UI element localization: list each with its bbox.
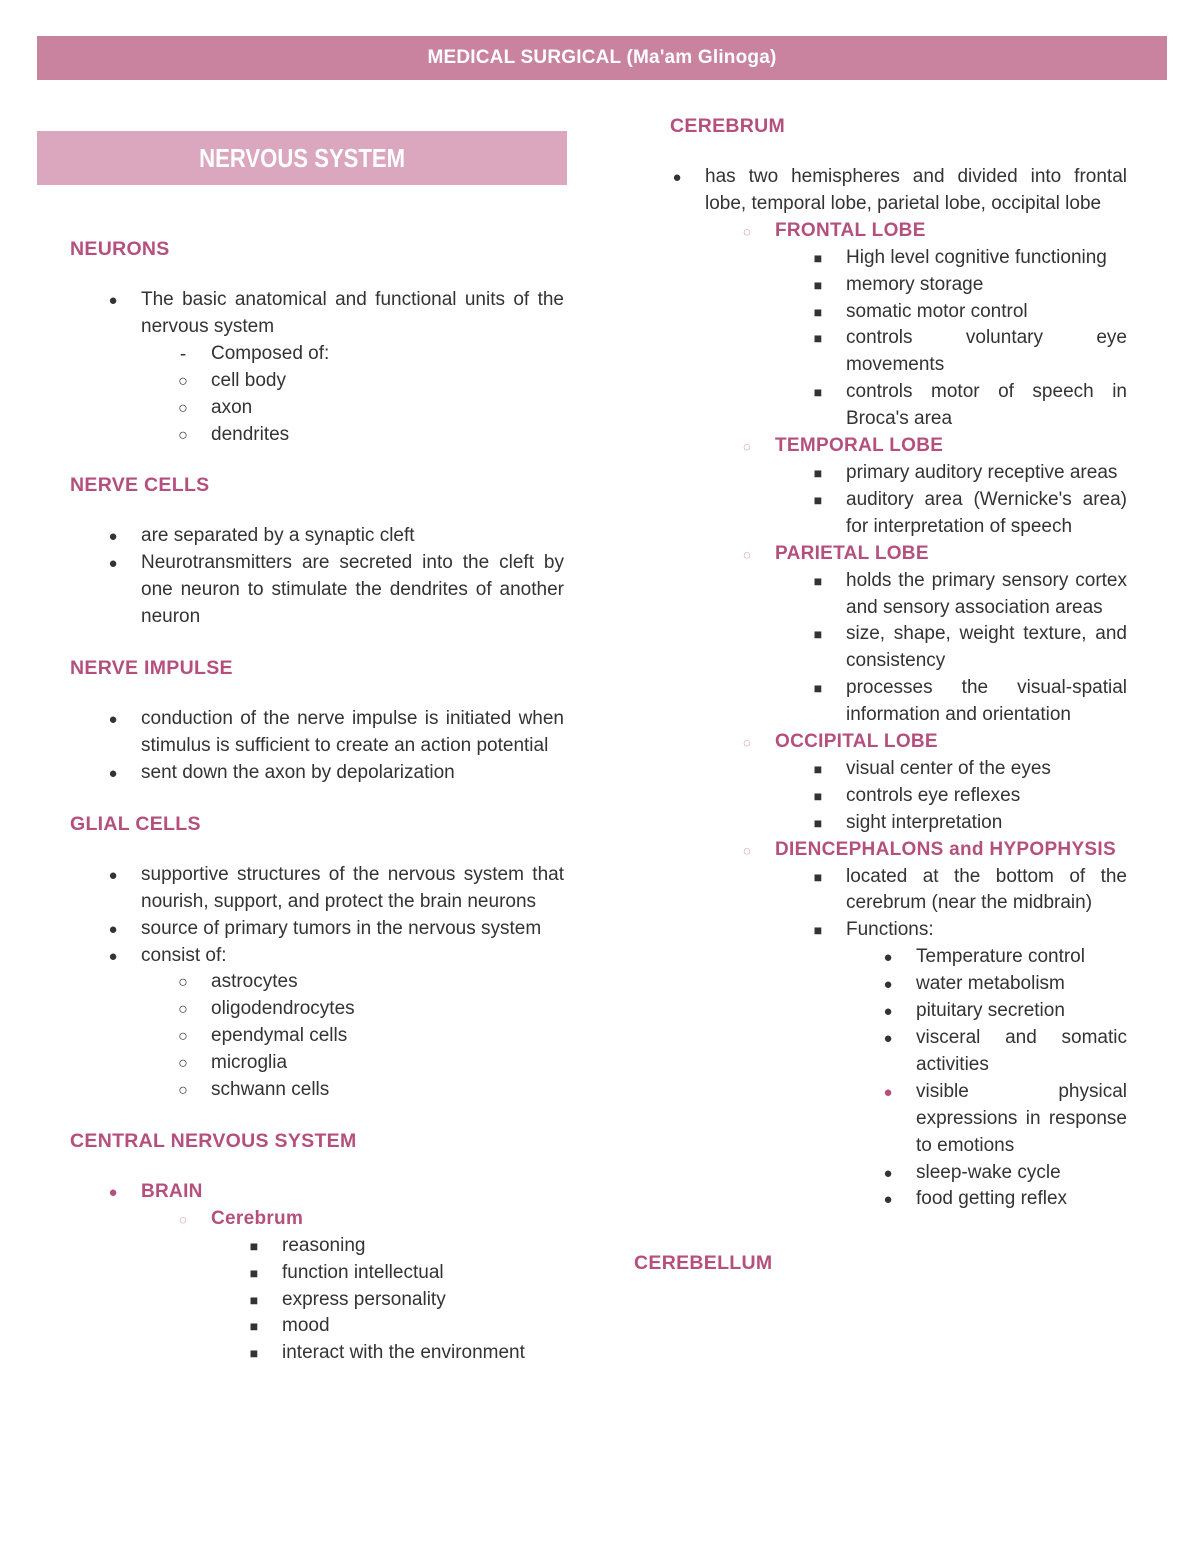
list-item: ■ controls eye reflexes bbox=[634, 783, 1127, 810]
square-bullet-icon: ■ bbox=[813, 680, 823, 697]
header-title: MEDICAL SURGICAL (Ma'am Glinoga) bbox=[427, 47, 777, 68]
square-bullet-icon: ■ bbox=[813, 303, 823, 320]
square-bullet-icon: ■ bbox=[249, 1318, 259, 1335]
list-item: ● source of primary tumors in the nervous system bbox=[70, 916, 564, 943]
square-bullet-icon: ■ bbox=[813, 868, 823, 885]
circle-bullet-icon: ○ bbox=[178, 1001, 188, 1019]
circle-bullet-icon: ○ bbox=[178, 974, 188, 992]
square-bullet-icon: ■ bbox=[813, 464, 823, 481]
bullet-icon: ● bbox=[883, 1083, 893, 1101]
glial-cells-heading: GLIAL CELLS bbox=[70, 812, 201, 835]
left-column bbox=[70, 236, 564, 1367]
list-item: ● consist of: bbox=[70, 943, 564, 970]
header-banner bbox=[37, 36, 1167, 80]
bullet-icon: ● bbox=[108, 711, 118, 729]
bullet-icon: ● bbox=[883, 949, 893, 967]
list-item: ● has two hemispheres and divided into frontal lobe, temporal lobe, parietal lobe, occipital lobe bbox=[634, 164, 1127, 218]
list-item: ■ holds the primary sensory cortex and sensory association areas bbox=[634, 568, 1127, 622]
dotted-circle-icon: ◌ bbox=[743, 735, 751, 751]
dotted-circle-icon: ◌ bbox=[743, 546, 751, 562]
bullet-icon: ● bbox=[108, 947, 118, 965]
cerebrum-label: Cerebrum bbox=[211, 1207, 304, 1229]
list-item: ● sleep-wake cycle bbox=[634, 1160, 1127, 1187]
list-item: ■ High level cognitive functioning bbox=[634, 245, 1127, 272]
diencephalons-title: DIENCEPHALONS and HYPOPHYSIS bbox=[775, 838, 1116, 860]
nerve-impulse-heading: NERVE IMPULSE bbox=[70, 657, 233, 680]
list-item: ■ express personality bbox=[70, 1287, 564, 1314]
list-item bbox=[70, 1179, 564, 1206]
list-item: ○ astrocytes bbox=[70, 969, 564, 996]
square-bullet-icon: ■ bbox=[249, 1291, 259, 1308]
list-item: ○ oligodendrocytes bbox=[70, 996, 564, 1023]
list-item bbox=[634, 218, 1127, 245]
list-item bbox=[634, 729, 1127, 756]
neurons-heading: NEURONS bbox=[70, 238, 170, 260]
list-item: ● pituitary secretion bbox=[634, 998, 1127, 1025]
list-item: ■ function intellectual bbox=[70, 1260, 564, 1287]
list-item: - Composed of: bbox=[70, 341, 564, 368]
list-item: ● are separated by a synaptic cleft bbox=[70, 523, 564, 550]
list-item: ● Temperature control bbox=[634, 944, 1127, 971]
circle-bullet-icon: ○ bbox=[178, 1028, 188, 1046]
dotted-circle-icon: ◌ bbox=[743, 439, 751, 455]
list-item: ■ somatic motor control bbox=[634, 299, 1127, 326]
list-item: ■ processes the visual-spatial information and orientation bbox=[634, 675, 1127, 729]
bullet-icon: ● bbox=[108, 764, 118, 782]
list-item: ■ mood bbox=[70, 1313, 564, 1340]
circle-bullet-icon: ○ bbox=[178, 426, 188, 444]
bullet-icon: ● bbox=[108, 920, 118, 938]
nerve-cells-heading: NERVE CELLS bbox=[70, 474, 210, 497]
square-bullet-icon: ■ bbox=[813, 922, 823, 939]
list-item: ○ cell body bbox=[70, 368, 564, 395]
list-item: ● supportive structures of the nervous system that nourish, support, and protect the brain neurons bbox=[70, 862, 564, 916]
bullet-icon: ● bbox=[108, 292, 118, 309]
list-item: ○ dendrites bbox=[70, 422, 564, 449]
square-bullet-icon: ■ bbox=[813, 572, 823, 589]
bullet-icon: ● bbox=[672, 169, 682, 186]
square-bullet-icon: ■ bbox=[813, 276, 823, 293]
bullet-icon: ● bbox=[883, 1191, 893, 1209]
bullet-icon: ● bbox=[108, 528, 118, 546]
list-item: ● visible physical expressions in response to emotions bbox=[634, 1079, 1127, 1160]
list-item bbox=[634, 837, 1127, 864]
list-item: ○ schwann cells bbox=[70, 1077, 564, 1104]
list-item: ■ controls voluntary eye movements bbox=[634, 325, 1127, 379]
square-bullet-icon: ■ bbox=[249, 1237, 259, 1254]
list-item: ■ auditory area (Wernicke's area) for interpretation of speech bbox=[634, 487, 1127, 541]
right-column bbox=[634, 113, 1127, 1277]
list-item bbox=[634, 433, 1127, 460]
list-item: ● The basic anatomical and functional units of the nervous system bbox=[70, 287, 564, 341]
list-item: ○ microglia bbox=[70, 1050, 564, 1077]
list-item: ■ interact with the environment bbox=[70, 1340, 564, 1367]
section-title: NERVOUS SYSTEM bbox=[199, 142, 405, 173]
list-item: ● food getting reflex bbox=[634, 1186, 1127, 1213]
square-bullet-icon: ■ bbox=[813, 384, 823, 401]
list-item: ■ visual center of the eyes bbox=[634, 756, 1127, 783]
square-bullet-icon: ■ bbox=[813, 787, 823, 804]
square-bullet-icon: ■ bbox=[249, 1264, 259, 1281]
list-item: ● sent down the axon by depolarization bbox=[70, 760, 564, 787]
cerebrum-heading: CEREBRUM bbox=[670, 115, 786, 137]
dotted-circle-icon: ◌ bbox=[743, 842, 751, 858]
list-item: ● visceral and somatic activities bbox=[634, 1025, 1127, 1079]
brain-label: BRAIN bbox=[141, 1180, 203, 1202]
circle-bullet-icon: ○ bbox=[178, 1055, 188, 1073]
cns-heading: CENTRAL NERVOUS SYSTEM bbox=[70, 1129, 357, 1152]
list-item: ■ size, shape, weight texture, and consistency bbox=[634, 621, 1127, 675]
list-item: ■ sight interpretation bbox=[634, 810, 1127, 837]
square-bullet-icon: ■ bbox=[249, 1345, 259, 1362]
list-item: ● conduction of the nerve impulse is initiated when stimulus is sufficient to create an action potential bbox=[70, 706, 564, 760]
circle-bullet-icon: ○ bbox=[178, 372, 188, 390]
bullet-icon: ● bbox=[883, 976, 893, 994]
dotted-circle-icon: ◌ bbox=[743, 223, 751, 239]
circle-bullet-icon: ○ bbox=[178, 1082, 188, 1100]
list-item: ■ primary auditory receptive areas bbox=[634, 460, 1127, 487]
frontal-lobe-title: FRONTAL LOBE bbox=[775, 219, 926, 241]
square-bullet-icon: ■ bbox=[813, 760, 823, 777]
square-bullet-icon: ■ bbox=[813, 626, 823, 643]
list-item: ■ reasoning bbox=[70, 1233, 564, 1260]
list-item bbox=[70, 1206, 564, 1233]
list-item: ■ located at the bottom of the cerebrum (near the midbrain) bbox=[634, 864, 1127, 918]
section-banner bbox=[37, 131, 567, 185]
bullet-icon: ● bbox=[108, 555, 118, 573]
bullet-icon: ● bbox=[883, 1164, 893, 1182]
bullet-icon: ● bbox=[108, 1183, 118, 1201]
square-bullet-icon: ■ bbox=[813, 249, 823, 266]
list-item: ■ Functions: bbox=[634, 917, 1127, 944]
circle-bullet-icon: ○ bbox=[178, 399, 188, 417]
occipital-lobe-title: OCCIPITAL LOBE bbox=[775, 731, 938, 753]
bullet-icon: ● bbox=[883, 1030, 893, 1047]
square-bullet-icon: ■ bbox=[813, 491, 823, 508]
list-item: ○ axon bbox=[70, 395, 564, 422]
square-bullet-icon: ■ bbox=[813, 330, 823, 347]
temporal-lobe-title: TEMPORAL LOBE bbox=[775, 435, 944, 457]
list-item bbox=[634, 541, 1127, 568]
parietal-lobe-title: PARIETAL LOBE bbox=[775, 542, 929, 564]
dotted-circle-icon: ◌ bbox=[179, 1211, 187, 1227]
list-item: ○ ependymal cells bbox=[70, 1023, 564, 1050]
square-bullet-icon: ■ bbox=[813, 814, 823, 831]
list-item: ● water metabolism bbox=[634, 971, 1127, 998]
bullet-icon: ● bbox=[883, 1003, 893, 1021]
list-item: ■ memory storage bbox=[634, 272, 1127, 299]
bullet-icon: ● bbox=[108, 866, 118, 884]
list-item: ■ controls motor of speech in Broca's area bbox=[634, 379, 1127, 433]
cerebellum-heading: CEREBELLUM bbox=[634, 1252, 773, 1275]
dash-icon: - bbox=[179, 343, 187, 365]
list-item: ● Neurotransmitters are secreted into the cleft by one neuron to stimulate the dendrites of another neuron bbox=[70, 550, 564, 631]
